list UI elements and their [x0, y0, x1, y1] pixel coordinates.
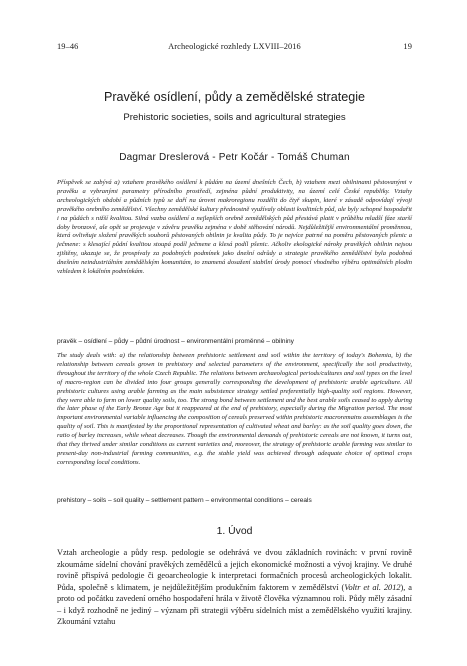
article-subtitle: Prehistoric societies, soils and agricultural strategies [123, 112, 346, 123]
body-text-part-2: ), a proto od počátku zavedení orného hospodaření hrála v životě člověka významnou roli. Půdy měly zásadní – i když rozhodně ne jediný – význam při strategii výběru sídelních míst a zemědělského využití krajiny. Zkoumání vztahu [57, 582, 412, 626]
journal-title: Archeologické rozhledy LXVIII–2016 [168, 42, 301, 51]
author-list: Dagmar Dreslerová - Petr Kočár - Tomáš Chuman [119, 152, 350, 163]
article-title: Pravěké osídlení, půdy a zemědělské strategie [103, 90, 366, 104]
running-head [57, 42, 412, 54]
body-text-part-1: Vztah archeologie a půdy resp. pedologie se odehrává ve dvou základních rovinách: v první rovině zkoumáme sídelní chování pravěkých zemědělců a jejich ekonomické možnosti a vývoj krajiny. Ve druhé rovině přispívá pedologie či geoarcheologie k interpretaci formačních procesů archeologických lokalit. Půda, společně s klimatem, je nejdůležitějším produkčním faktorem v zemědělství ( [57, 548, 412, 592]
abstract-czech: Příspěvek se zabývá a) vztahem pravěkého osídlení k půdám na území dnešních Čech, b) vztahem mezi obilninami pěstovanými v pravěku a vybranými parametry přírodního prostředí, zejména půdní produktivity, na území celé České republiky. Vztahy archeologických období a půdních typů se daří na úrovni makroregionu rozdělit do čtyř skupin, které v zásadě odpovídají vývoji pravěkého orebního zemědělství. Všechny zemědělské kultury přednostně využívaly oblasti kvalitních půd, ale byly schopné hospodařit i na půdách s nižší kvalitou. Silná vazba osídlení a nejlepších orebně zemědělských půd přestává platit v průběhu mladší fáze starší doby bronzové, ale opět se projevuje v závěru pravěku zejména v době stěhování národů. Nejdůležitější environmentální proměnnou, která ovlivňuje složení pravěkých souborů pěstovaných obilnin je kvalita půdy. To je nejvíce patrné na poměru pěstovaných pšenic a ječmene: s klesající půdní kvalitou stoupá podíl ječmene a klesá podíl pšenic. Ačkoliv ekologické nároky pravěkých obilnin nejsou zjištěny, ukazuje se, že prospívaly za podobných podmínek jako dnešní odrůdy a strategie pravěkého zemědělství byla podobná dnešním neindustriálním zemědělským komunitám, to znamená dosažení stabilní úrody pomocí vhodného výběru optimálních plodin vzhledem k lokálním podmínkám. [57, 179, 412, 276]
keywords-czech: pravěk – osídlení – půdy – půdní úrodnost – environmentální proměnné – obilniny [57, 338, 294, 345]
page-range: 19–46 [57, 42, 79, 51]
abstract-english: The study deals with: a) the relationship between prehistoric settlement and soil within the territory of today's Bohemia, b) the relationship between cereals grown in prehistory and selected parameters of the environment, specifically the soil productivity, throughout the territory of the whole Czech Republic. The relations between archaeological periods/cultures and soil types on the level of macro-region can be divided into four groups generally corresponding the development of prehistoric arable agriculture. All prehistoric cultures using arable farming as the main subsistence strategy settled preferentially high-quality soil regions. However, they were able to farm on lower quality soils, too. The strong bond between settlement and the best arable soils ceased to apply during the later phase of the Early Bronze Age but it reappeared at the end of prehistory, especially during the Migration period. The most important environmental variable influencing the composition of cereals preserved within prehistoric macroremains assemblages is the quality of soil. This is manifested by the proportional representation of cultivated wheat and barley: as the soil quality goes down, the ratio of barley increases, while wheat decreases. Though the environmental demands of prehistoric cereals are not known, it turns out, that they thrived under similar conditions as current varieties and, moreover, the strategy of prehistoric arable farming was similar to present-day non-industrial farming communities, e.g. the stable yield was achieved through adequate choice of optimal crops corresponding local conditions. [57, 352, 412, 466]
citation: Voltr et al. 2012 [344, 582, 401, 592]
keywords-english: prehistory – soils – soil quality – settlement pattern – environmental conditions – cereals [57, 497, 312, 504]
section-heading: 1. Úvod [216, 526, 253, 537]
body-paragraph [57, 547, 412, 628]
page-number: 19 [403, 42, 412, 51]
